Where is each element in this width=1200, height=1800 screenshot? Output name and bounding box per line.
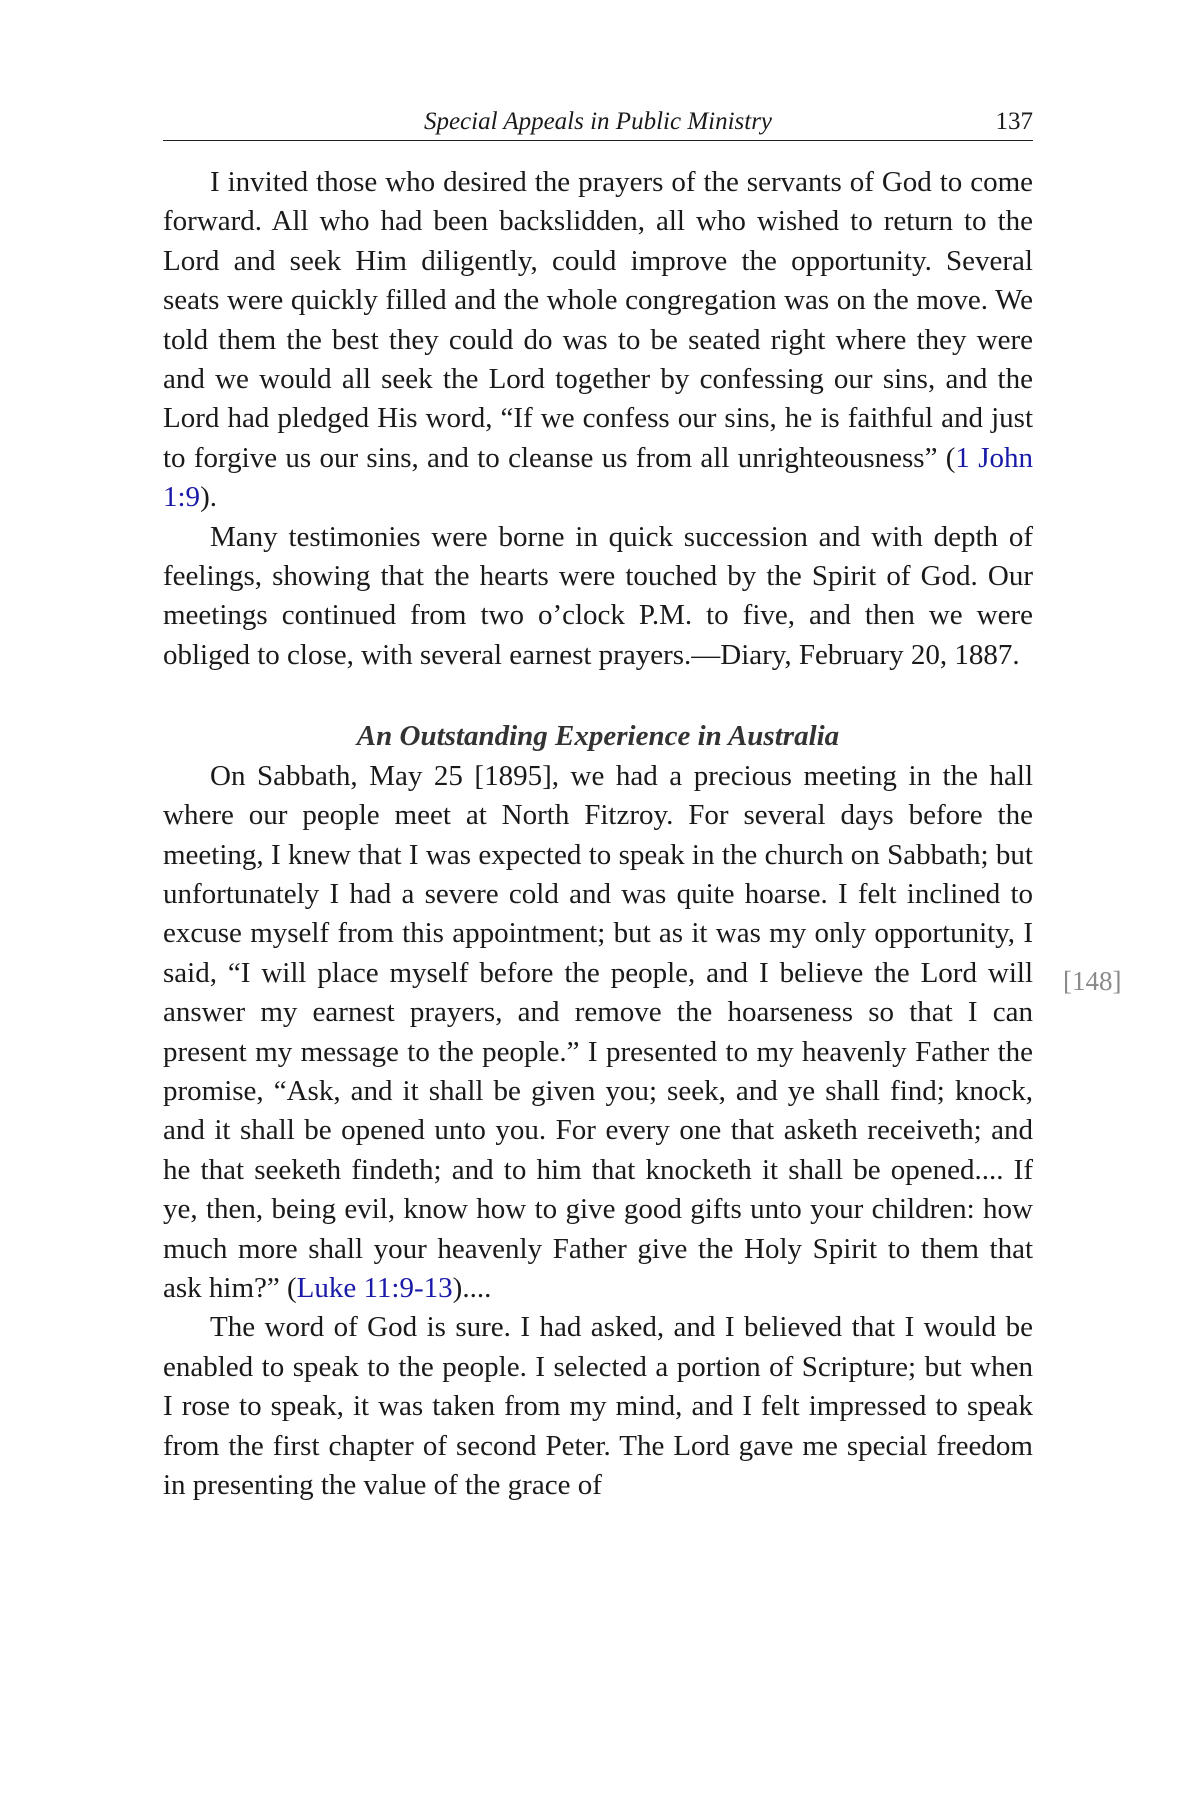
section-heading: An Outstanding Experience in Australia (356, 720, 840, 753)
paragraph-invitation (163, 163, 1033, 518)
paragraph-word-of-god: The word of God is sure. I had asked, and I believed that I would be enabled to speak to the people. I selected a portion of Scripture; but when I rose to speak, it was taken from my mind, and I felt impressed to speak from the first chapter of second Peter. The Lord gave me special freedom in presenting the value of the grace of (163, 1311, 1033, 1501)
scripture-link-luke[interactable]: Luke 11:9-13 (296, 1271, 453, 1304)
page-number: 137 (995, 108, 1033, 135)
scripture-link-1-john[interactable]: 1 John 1:9 (163, 441, 1033, 514)
paragraph-text: I invited those who desired the prayers of the servants of God to come forward. All who had been backslidden, all who wished to return to the Lord and seek Him diligently, could improve the opportunity. Several seats were quickly filled and the whole congregation was on the move. We told them the best they could do was to be seated right where they were and we would all seek the Lord together by confessing our sins, and the Lord had pledged His word, “If we confess our sins, he is faithful and just to forgive us our sins, and to cleanse us from all unrighteousness” ( (163, 166, 1033, 474)
running-header (163, 104, 1033, 141)
paragraph-sabbath (163, 757, 1033, 1309)
paragraph-text: ).... (452, 1271, 492, 1304)
body-text (163, 163, 1033, 1505)
paragraph-text: ). (200, 481, 217, 514)
margin-page-reference: [148] (1063, 966, 1122, 996)
book-page (163, 104, 1033, 1505)
paragraph-testimonies: Many testimonies were borne in quick succession and with depth of feelings, showing that the hearts were touched by the Spirit of God. Our meetings continued from two o’clock P.M. to five, and then we were obliged to close, with several earnest prayers.—Diary, February 20, 1887. (163, 520, 1033, 671)
paragraph-text: On Sabbath, May 25 [1895], we had a precious meeting in the hall where our people meet at North Fitzroy. For several days before the meeting, I knew that I was expected to speak in the church on Sabbath; but unfortunately I had a severe cold and was quite hoarse. I felt inclined to excuse myself from this appointment; but as it was my only opportunity, I said, “I will place myself before the people, and I believe the Lord will answer my earnest prayers, and remove the hoarseness so that I can present my message to the people.” I presented to my heavenly Father the promise, “Ask, and it shall be given you; seek, and ye shall find; knock, and it shall be opened unto you. For every one that asketh receiveth; and he that seeketh findeth; and to him that knocketh it shall be opened.... If ye, then, being evil, know how to give good gifts unto your children: how much more shall your heavenly Father give the Holy Spirit to them that ask him?” ( (163, 759, 1033, 1304)
running-title: Special Appeals in Public Ministry (423, 108, 773, 135)
